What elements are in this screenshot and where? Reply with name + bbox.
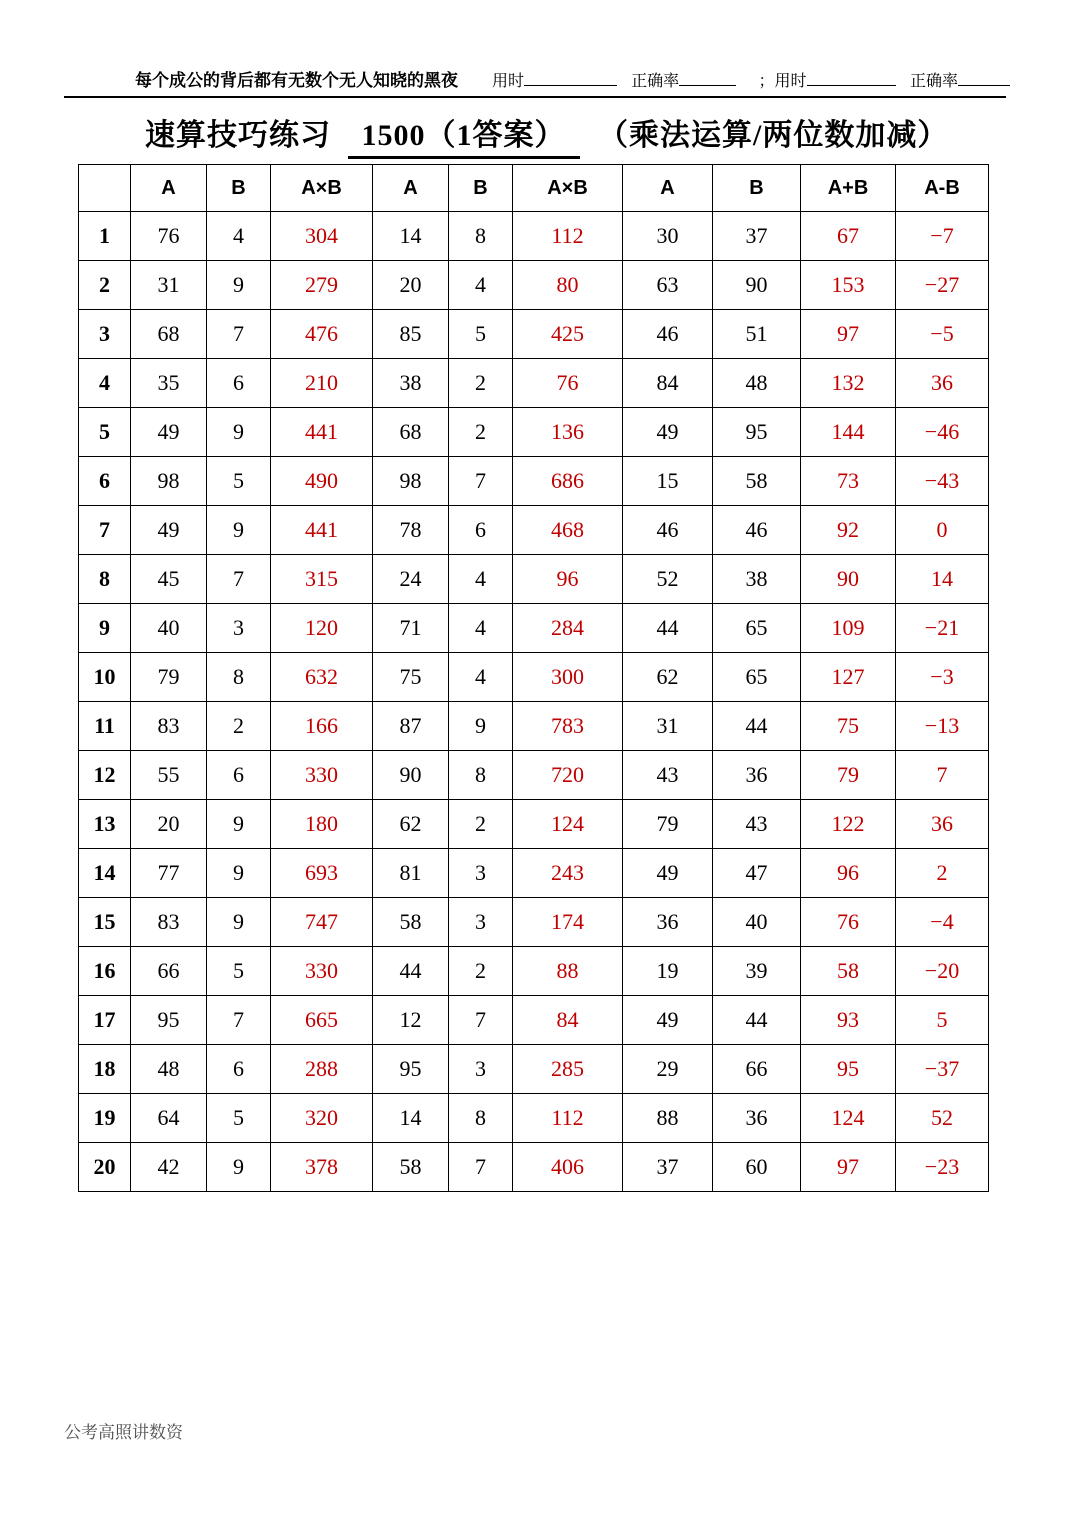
table-body <box>79 212 989 1192</box>
answer-cell: 120 <box>271 604 373 653</box>
operand-cell: 84 <box>623 359 713 408</box>
row-number-cell: 17 <box>79 996 131 1045</box>
answer-cell: −37 <box>896 1045 989 1094</box>
operand-cell: 37 <box>713 212 801 261</box>
operand-cell: 14 <box>373 212 449 261</box>
operand-cell: 9 <box>207 800 271 849</box>
operand-cell: 38 <box>713 555 801 604</box>
answer-cell: 378 <box>271 1143 373 1192</box>
operand-cell: 88 <box>623 1094 713 1143</box>
column-header: A <box>623 165 713 212</box>
header-divider <box>64 96 1006 98</box>
operand-cell: 4 <box>449 261 513 310</box>
operand-cell: 15 <box>623 457 713 506</box>
operand-cell: 95 <box>713 408 801 457</box>
operand-cell: 14 <box>373 1094 449 1143</box>
operand-cell: 2 <box>449 408 513 457</box>
title-suffix: （乘法运算/两位数加减） <box>598 119 949 152</box>
row-number-cell: 3 <box>79 310 131 359</box>
page-title <box>145 110 948 159</box>
operand-cell: 51 <box>713 310 801 359</box>
operand-cell: 2 <box>449 359 513 408</box>
answer-cell: 58 <box>801 947 896 996</box>
operand-cell: 9 <box>207 898 271 947</box>
answer-cell: −20 <box>896 947 989 996</box>
answer-cell: 174 <box>513 898 623 947</box>
answer-cell: 75 <box>801 702 896 751</box>
operand-cell: 19 <box>623 947 713 996</box>
operand-cell: 46 <box>623 506 713 555</box>
operand-cell: 68 <box>373 408 449 457</box>
answer-cell: 693 <box>271 849 373 898</box>
operand-cell: 45 <box>131 555 207 604</box>
operand-cell: 48 <box>713 359 801 408</box>
operand-cell: 78 <box>373 506 449 555</box>
operand-cell: 20 <box>373 261 449 310</box>
answer-cell: 84 <box>513 996 623 1045</box>
table-row <box>79 751 989 800</box>
operand-cell: 81 <box>373 849 449 898</box>
answer-cell: 468 <box>513 506 623 555</box>
answer-cell: 285 <box>513 1045 623 1094</box>
operand-cell: 85 <box>373 310 449 359</box>
answer-cell: 95 <box>801 1045 896 1094</box>
operand-cell: 95 <box>373 1045 449 1094</box>
answer-cell: 97 <box>801 310 896 359</box>
row-number-cell: 1 <box>79 212 131 261</box>
operand-cell: 62 <box>373 800 449 849</box>
answer-cell: 112 <box>513 1094 623 1143</box>
operand-cell: 4 <box>207 212 271 261</box>
row-number-cell: 11 <box>79 702 131 751</box>
operand-cell: 71 <box>373 604 449 653</box>
answer-cell: −21 <box>896 604 989 653</box>
operand-cell: 65 <box>713 604 801 653</box>
answer-cell: 36 <box>896 800 989 849</box>
operand-cell: 79 <box>623 800 713 849</box>
answer-cell: 288 <box>271 1045 373 1094</box>
operand-cell: 44 <box>623 604 713 653</box>
answer-cell: 124 <box>801 1094 896 1143</box>
table-row <box>79 604 989 653</box>
title-number: 1500（1答案） <box>348 110 580 159</box>
row-number-cell: 13 <box>79 800 131 849</box>
answer-cell: 425 <box>513 310 623 359</box>
answer-cell: 686 <box>513 457 623 506</box>
answer-cell: 320 <box>271 1094 373 1143</box>
table-row <box>79 947 989 996</box>
answer-cell: 632 <box>271 653 373 702</box>
operand-cell: 8 <box>449 1094 513 1143</box>
answer-cell: −7 <box>896 212 989 261</box>
operand-cell: 87 <box>373 702 449 751</box>
operand-cell: 58 <box>713 457 801 506</box>
time-label-1: 用时 <box>492 73 525 90</box>
operand-cell: 44 <box>713 996 801 1045</box>
operand-cell: 5 <box>207 1094 271 1143</box>
table-row <box>79 653 989 702</box>
table-row <box>79 408 989 457</box>
table-row <box>79 702 989 751</box>
answer-cell: 279 <box>271 261 373 310</box>
table-row <box>79 212 989 261</box>
accuracy-label-2: 正确率 <box>910 73 959 90</box>
operand-cell: 4 <box>449 604 513 653</box>
answer-cell: 80 <box>513 261 623 310</box>
answer-cell: 90 <box>801 555 896 604</box>
answer-cell: 300 <box>513 653 623 702</box>
answer-cell: 330 <box>271 947 373 996</box>
answer-cell: 665 <box>271 996 373 1045</box>
operand-cell: 8 <box>207 653 271 702</box>
answer-cell: 122 <box>801 800 896 849</box>
table-header <box>79 165 989 212</box>
answer-cell: 88 <box>513 947 623 996</box>
answer-cell: 7 <box>896 751 989 800</box>
answer-cell: 136 <box>513 408 623 457</box>
operand-cell: 43 <box>623 751 713 800</box>
answer-cell: 36 <box>896 359 989 408</box>
row-number-cell: 9 <box>79 604 131 653</box>
row-number-cell: 20 <box>79 1143 131 1192</box>
operand-cell: 64 <box>131 1094 207 1143</box>
operand-cell: 9 <box>207 408 271 457</box>
operand-cell: 47 <box>713 849 801 898</box>
answer-cell: 315 <box>271 555 373 604</box>
operand-cell: 2 <box>449 947 513 996</box>
operand-cell: 95 <box>131 996 207 1045</box>
answer-cell: −3 <box>896 653 989 702</box>
operand-cell: 3 <box>207 604 271 653</box>
operand-cell: 2 <box>449 800 513 849</box>
answer-cell: 79 <box>801 751 896 800</box>
answer-cell: 92 <box>801 506 896 555</box>
time-label-2: 用时 <box>774 73 807 90</box>
operand-cell: 39 <box>713 947 801 996</box>
answer-cell: −5 <box>896 310 989 359</box>
answer-cell: −43 <box>896 457 989 506</box>
table-row <box>79 800 989 849</box>
operand-cell: 77 <box>131 849 207 898</box>
watermark-text: 公考高照讲数资 <box>64 1423 183 1442</box>
operand-cell: 52 <box>623 555 713 604</box>
row-number-cell: 18 <box>79 1045 131 1094</box>
table-row <box>79 310 989 359</box>
operand-cell: 7 <box>449 996 513 1045</box>
table-row <box>79 1045 989 1094</box>
operand-cell: 63 <box>623 261 713 310</box>
operand-cell: 62 <box>623 653 713 702</box>
operand-cell: 44 <box>713 702 801 751</box>
operand-cell: 9 <box>207 849 271 898</box>
column-header: A+B <box>801 165 896 212</box>
operand-cell: 2 <box>207 702 271 751</box>
operand-cell: 36 <box>623 898 713 947</box>
operand-cell: 9 <box>449 702 513 751</box>
column-header <box>79 165 131 212</box>
answer-cell: 132 <box>801 359 896 408</box>
answer-cell: 747 <box>271 898 373 947</box>
operand-cell: 31 <box>131 261 207 310</box>
operand-cell: 46 <box>713 506 801 555</box>
operand-cell: 6 <box>207 751 271 800</box>
operand-cell: 3 <box>449 898 513 947</box>
operand-cell: 49 <box>131 408 207 457</box>
operand-cell: 9 <box>207 506 271 555</box>
answer-cell: −13 <box>896 702 989 751</box>
operand-cell: 36 <box>713 1094 801 1143</box>
answer-cell: 406 <box>513 1143 623 1192</box>
operand-cell: 98 <box>131 457 207 506</box>
operand-cell: 5 <box>207 457 271 506</box>
operand-cell: 7 <box>449 1143 513 1192</box>
operand-cell: 9 <box>207 261 271 310</box>
operand-cell: 55 <box>131 751 207 800</box>
operand-cell: 8 <box>449 212 513 261</box>
row-number-cell: 2 <box>79 261 131 310</box>
answer-cell: 127 <box>801 653 896 702</box>
answer-cell: 14 <box>896 555 989 604</box>
table-row <box>79 898 989 947</box>
row-number-cell: 15 <box>79 898 131 947</box>
operand-cell: 37 <box>623 1143 713 1192</box>
operand-cell: 4 <box>449 555 513 604</box>
answer-cell: 284 <box>513 604 623 653</box>
operand-cell: 36 <box>713 751 801 800</box>
operand-cell: 8 <box>449 751 513 800</box>
operand-cell: 66 <box>713 1045 801 1094</box>
answer-cell: 96 <box>801 849 896 898</box>
column-header: B <box>713 165 801 212</box>
answer-cell: 304 <box>271 212 373 261</box>
answer-cell: −4 <box>896 898 989 947</box>
answer-cell: 783 <box>513 702 623 751</box>
answer-cell: 0 <box>896 506 989 555</box>
answer-cell: 166 <box>271 702 373 751</box>
operand-cell: 6 <box>207 359 271 408</box>
row-number-cell: 19 <box>79 1094 131 1143</box>
operand-cell: 68 <box>131 310 207 359</box>
answer-cell: 5 <box>896 996 989 1045</box>
answer-cell: 441 <box>271 506 373 555</box>
row-number-cell: 6 <box>79 457 131 506</box>
answer-cell: 109 <box>801 604 896 653</box>
operand-cell: 79 <box>131 653 207 702</box>
row-number-cell: 10 <box>79 653 131 702</box>
operand-cell: 49 <box>623 849 713 898</box>
answer-cell: 180 <box>271 800 373 849</box>
operand-cell: 46 <box>623 310 713 359</box>
answer-cell: 720 <box>513 751 623 800</box>
table-row <box>79 457 989 506</box>
operand-cell: 76 <box>131 212 207 261</box>
operand-cell: 83 <box>131 898 207 947</box>
table-row <box>79 359 989 408</box>
motto-text: 每个成公的背后都有无数个无人知晓的黑夜 <box>135 71 458 90</box>
answer-cell: 243 <box>513 849 623 898</box>
operand-cell: 30 <box>623 212 713 261</box>
worksheet-table <box>78 164 989 1192</box>
row-number-cell: 8 <box>79 555 131 604</box>
table-row <box>79 1143 989 1192</box>
row-number-cell: 12 <box>79 751 131 800</box>
column-header: A-B <box>896 165 989 212</box>
operand-cell: 6 <box>449 506 513 555</box>
operand-cell: 3 <box>449 849 513 898</box>
operand-cell: 49 <box>131 506 207 555</box>
answer-cell: 76 <box>513 359 623 408</box>
operand-cell: 90 <box>713 261 801 310</box>
operand-cell: 12 <box>373 996 449 1045</box>
column-header: A×B <box>271 165 373 212</box>
table-row <box>79 996 989 1045</box>
row-number-cell: 16 <box>79 947 131 996</box>
operand-cell: 5 <box>207 947 271 996</box>
table-row <box>79 849 989 898</box>
header-row <box>135 66 1010 91</box>
operand-cell: 7 <box>207 555 271 604</box>
operand-cell: 90 <box>373 751 449 800</box>
answer-cell: 112 <box>513 212 623 261</box>
operand-cell: 38 <box>373 359 449 408</box>
answer-cell: 441 <box>271 408 373 457</box>
answer-cell: −23 <box>896 1143 989 1192</box>
operand-cell: 44 <box>373 947 449 996</box>
answer-cell: 93 <box>801 996 896 1045</box>
row-number-cell: 4 <box>79 359 131 408</box>
operand-cell: 98 <box>373 457 449 506</box>
accuracy-blank-1 <box>679 71 736 86</box>
answer-cell: 124 <box>513 800 623 849</box>
operand-cell: 3 <box>449 1045 513 1094</box>
operand-cell: 6 <box>207 1045 271 1094</box>
operand-cell: 49 <box>623 996 713 1045</box>
answer-cell: 330 <box>271 751 373 800</box>
operand-cell: 5 <box>449 310 513 359</box>
answer-cell: 490 <box>271 457 373 506</box>
row-number-cell: 14 <box>79 849 131 898</box>
operand-cell: 9 <box>207 1143 271 1192</box>
operand-cell: 65 <box>713 653 801 702</box>
time-blank-2 <box>807 71 897 86</box>
table-row <box>79 555 989 604</box>
operand-cell: 4 <box>449 653 513 702</box>
operand-cell: 40 <box>713 898 801 947</box>
answer-cell: 144 <box>801 408 896 457</box>
operand-cell: 42 <box>131 1143 207 1192</box>
answer-cell: 210 <box>271 359 373 408</box>
operand-cell: 20 <box>131 800 207 849</box>
table-row <box>79 1094 989 1143</box>
answer-cell: 76 <box>801 898 896 947</box>
semicolon-separator: ； <box>758 73 775 90</box>
answer-cell: 73 <box>801 457 896 506</box>
operand-cell: 7 <box>207 996 271 1045</box>
table-row <box>79 261 989 310</box>
operand-cell: 58 <box>373 1143 449 1192</box>
operand-cell: 40 <box>131 604 207 653</box>
operand-cell: 58 <box>373 898 449 947</box>
answer-cell: −27 <box>896 261 989 310</box>
operand-cell: 66 <box>131 947 207 996</box>
accuracy-label-1: 正确率 <box>631 73 680 90</box>
table-header-row <box>79 165 989 212</box>
row-number-cell: 5 <box>79 408 131 457</box>
column-header: A <box>373 165 449 212</box>
time-blank-1 <box>524 71 617 86</box>
operand-cell: 7 <box>449 457 513 506</box>
answer-cell: 52 <box>896 1094 989 1143</box>
row-number-cell: 7 <box>79 506 131 555</box>
answer-cell: −46 <box>896 408 989 457</box>
column-header: A×B <box>513 165 623 212</box>
operand-cell: 75 <box>373 653 449 702</box>
title-prefix: 速算技巧练习 <box>145 119 331 152</box>
operand-cell: 29 <box>623 1045 713 1094</box>
operand-cell: 43 <box>713 800 801 849</box>
operand-cell: 48 <box>131 1045 207 1094</box>
operand-cell: 7 <box>207 310 271 359</box>
operand-cell: 35 <box>131 359 207 408</box>
accuracy-blank-2 <box>958 71 1010 86</box>
operand-cell: 31 <box>623 702 713 751</box>
operand-cell: 60 <box>713 1143 801 1192</box>
answer-cell: 476 <box>271 310 373 359</box>
column-header: A <box>131 165 207 212</box>
answer-cell: 96 <box>513 555 623 604</box>
answer-cell: 2 <box>896 849 989 898</box>
operand-cell: 83 <box>131 702 207 751</box>
column-header: B <box>449 165 513 212</box>
operand-cell: 49 <box>623 408 713 457</box>
table-row <box>79 506 989 555</box>
answer-cell: 67 <box>801 212 896 261</box>
answer-cell: 153 <box>801 261 896 310</box>
answer-cell: 97 <box>801 1143 896 1192</box>
operand-cell: 24 <box>373 555 449 604</box>
column-header: B <box>207 165 271 212</box>
